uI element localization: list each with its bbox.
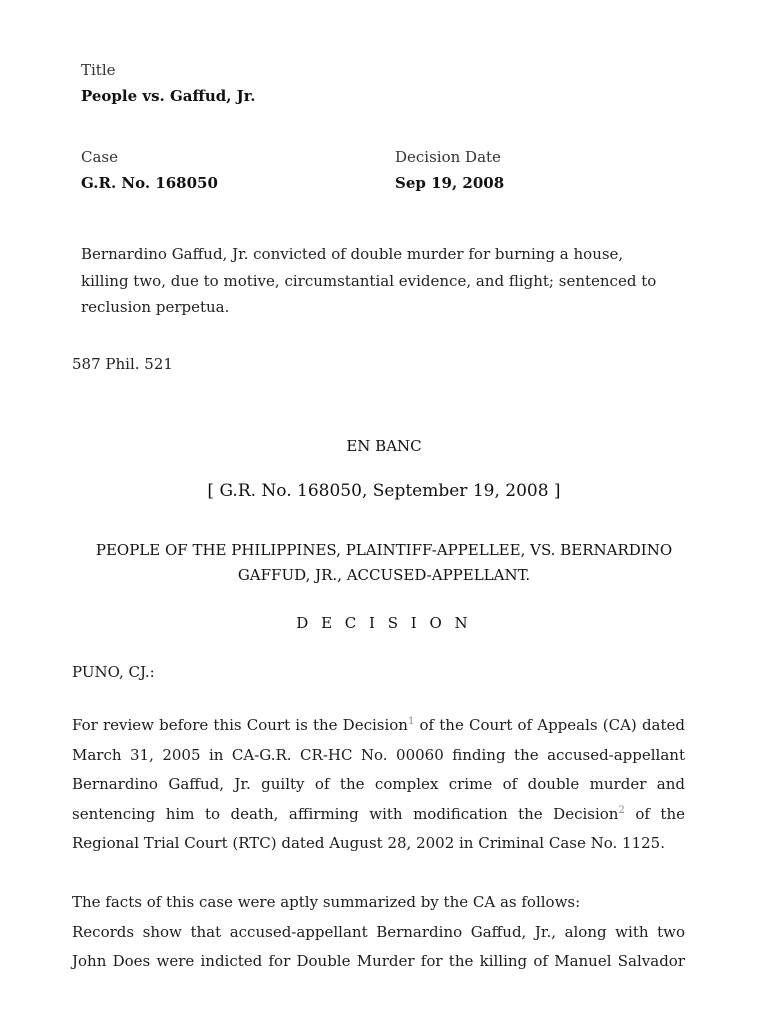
- summary-line: reclusion perpetua.: [81, 298, 230, 316]
- summary-line: killing two, due to motive, circumstantial evidence, and flight; sentenced to: [81, 271, 657, 290]
- paragraph-text: For review before this Court is the Decision: [72, 716, 408, 734]
- title-label: Title: [81, 61, 116, 79]
- paragraph-line: Regional Trial Court (RTC) dated August 28, 2002 in Criminal Case No. 1125.: [72, 834, 665, 852]
- paragraph-line: John Does were indicted for Double Murder for the killing of Manuel Salvador: [72, 952, 685, 970]
- paragraph-line: [72, 800, 685, 830]
- decision-heading: D E C I S I O N: [296, 614, 472, 632]
- footnote-ref-2[interactable]: 2: [618, 804, 625, 816]
- decision-date-label: Decision Date: [395, 148, 501, 166]
- paragraph-line: Records show that accused-appellant Bernardino Gaffud, Jr., along with two: [72, 922, 685, 941]
- case-title: People vs. Gaffud, Jr.: [81, 87, 256, 105]
- case-number: G.R. No. 168050: [81, 174, 218, 192]
- paragraph-line: March 31, 2005 in CA-G.R. CR-HC No. 00060 finding the accused-appellant: [72, 745, 685, 764]
- paragraph-text: of the: [624, 804, 685, 823]
- decision-date: Sep 19, 2008: [395, 174, 505, 192]
- gr-number-heading: [ G.R. No. 168050, September 19, 2008 ]: [207, 481, 561, 501]
- case-label: Case: [81, 148, 118, 166]
- paragraph-text: sentencing him to death, affirming with modification the Decision: [72, 804, 619, 823]
- court-division: EN BANC: [346, 437, 422, 455]
- paragraph-line: The facts of this case were aptly summarized by the CA as follows:: [72, 893, 581, 911]
- decision-paragraph: [72, 888, 685, 977]
- case-summary: [81, 241, 691, 321]
- paragraph-line: [72, 711, 685, 741]
- ponente: PUNO, CJ.:: [72, 663, 155, 681]
- decision-paragraph: [72, 711, 685, 859]
- paragraph-line: Bernardino Gaffud, Jr. guilty of the complex crime of double murder and: [72, 775, 685, 793]
- phil-reports-citation: 587 Phil. 521: [72, 355, 173, 373]
- footnote-ref-1[interactable]: 1: [407, 716, 415, 727]
- paragraph-text: of the Court of Appeals (CA) dated: [414, 716, 685, 734]
- parties-heading: PEOPLE OF THE PHILIPPINES, PLAINTIFF-APPELLEE, VS. BERNARDINO GAFFUD, JR., ACCUSED-APPELLANT.: [95, 541, 673, 584]
- summary-line: Bernardino Gaffud, Jr. convicted of double murder for burning a house,: [81, 245, 624, 263]
